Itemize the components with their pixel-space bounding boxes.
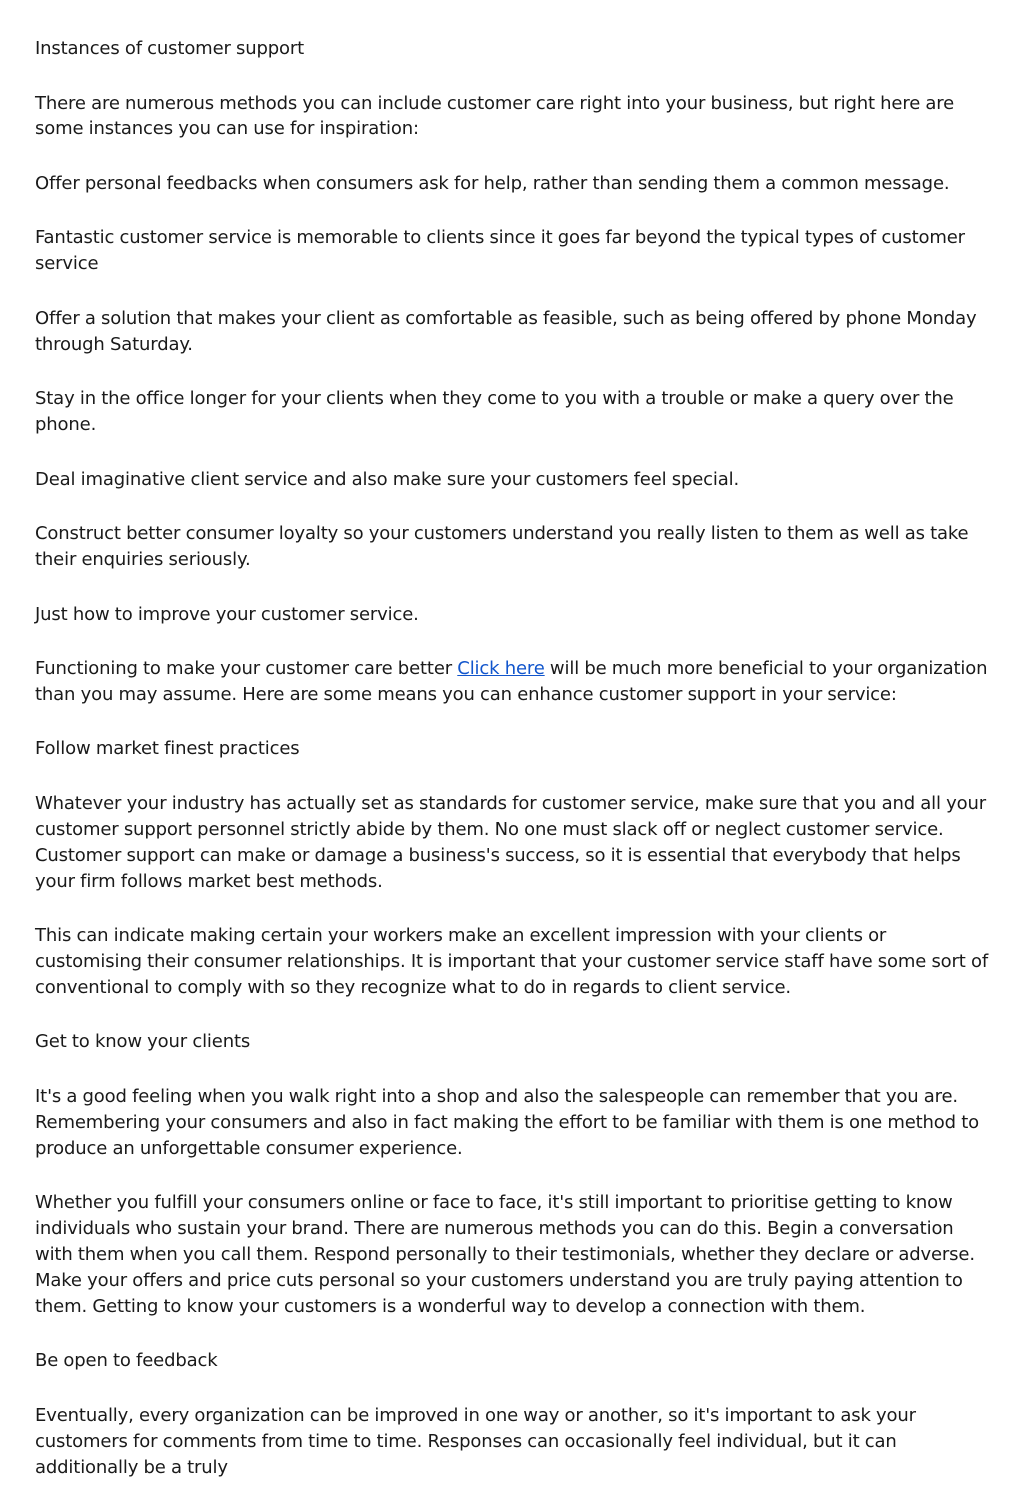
paragraph-example-feedback: Offer personal feedbacks when consumers ask for help, rather than sending them a common message. bbox=[35, 172, 950, 194]
paragraph-example-imaginative: Deal imaginative client service and also make sure your customers feel special. bbox=[35, 468, 740, 490]
document-page bbox=[35, 36, 995, 1509]
heading-feedback: Be open to feedback bbox=[35, 1350, 218, 1372]
paragraph-example-office: Stay in the office longer for your clients when they come to you with a trouble or make a query over the phone. bbox=[35, 388, 954, 436]
paragraph-eventually: Eventually, every organization can be improved in one way or another, so it's important to ask your customers for comments from time to time. Responses can occasionally feel individual, but it can additionally be a truly bbox=[35, 1404, 916, 1478]
paragraph-standards: Whatever your industry has actually set as standards for customer service, make sure that you and all your customer support personnel strictly abide by them. No one must slack off or neglect customer service. Customer support can make or damage a business's success, so it is essential that everybody that helps your firm follows market best methods. bbox=[35, 792, 986, 892]
paragraph-functioning bbox=[35, 656, 995, 708]
paragraph-example-solution: Offer a solution that makes your client as comfortable as feasible, such as being offered by phone Monday through Saturday. bbox=[35, 307, 977, 355]
paragraph-example-memorable: Fantastic customer service is memorable to clients since it goes far beyond the typical types of customer service bbox=[35, 227, 965, 275]
heading-instances: Instances of customer support bbox=[35, 38, 305, 59]
heading-know-clients: Get to know your clients bbox=[35, 1031, 251, 1053]
paragraph-functioning-after: will be much more beneficial to your organization than you may assume. Here are some means you can enhance customer support in your service: bbox=[35, 658, 988, 705]
click-here-link[interactable]: Click here bbox=[457, 658, 545, 680]
paragraph-online: Whether you fulfill your consumers online or face to face, it's still important to prioritise getting to know individuals who sustain your brand. There are numerous methods you can do this. Begin a conversation with them when you call them. Respond personally to their testimonials, whether they declare or adverse. Make your offers and price cuts personal so your customers understand you are truly paying attention to them. Getting to know your customers is a wonderful way to develop a connection with them. bbox=[35, 1192, 975, 1317]
paragraph-example-loyalty: Construct better consumer loyalty so your customers understand you really listen to them as well as take their enquiries seriously. bbox=[35, 523, 969, 571]
paragraph-good-feeling: It's a good feeling when you walk right into a shop and also the salespeople can remember that you are. Remembering your consumers and also in fact making the effort to be familiar with them is one method to produce an unforgettable consumer experience. bbox=[35, 1085, 979, 1159]
paragraph-functioning-before: Functioning to make your customer care better bbox=[35, 658, 458, 680]
paragraph-impression: This can indicate making certain your workers make an excellent impression with your clients or customising their consumer relationships. It is important that your customer service staff have some sort of conventional to comply with so they recognize what to do in regards to client service. bbox=[35, 925, 989, 998]
heading-improve: Just how to improve your customer service. bbox=[35, 603, 419, 625]
heading-best-practices: Follow market finest practices bbox=[35, 738, 300, 760]
paragraph-intro: There are numerous methods you can include customer care right into your business, but right here are some instances you can use for inspiration: bbox=[35, 92, 955, 140]
